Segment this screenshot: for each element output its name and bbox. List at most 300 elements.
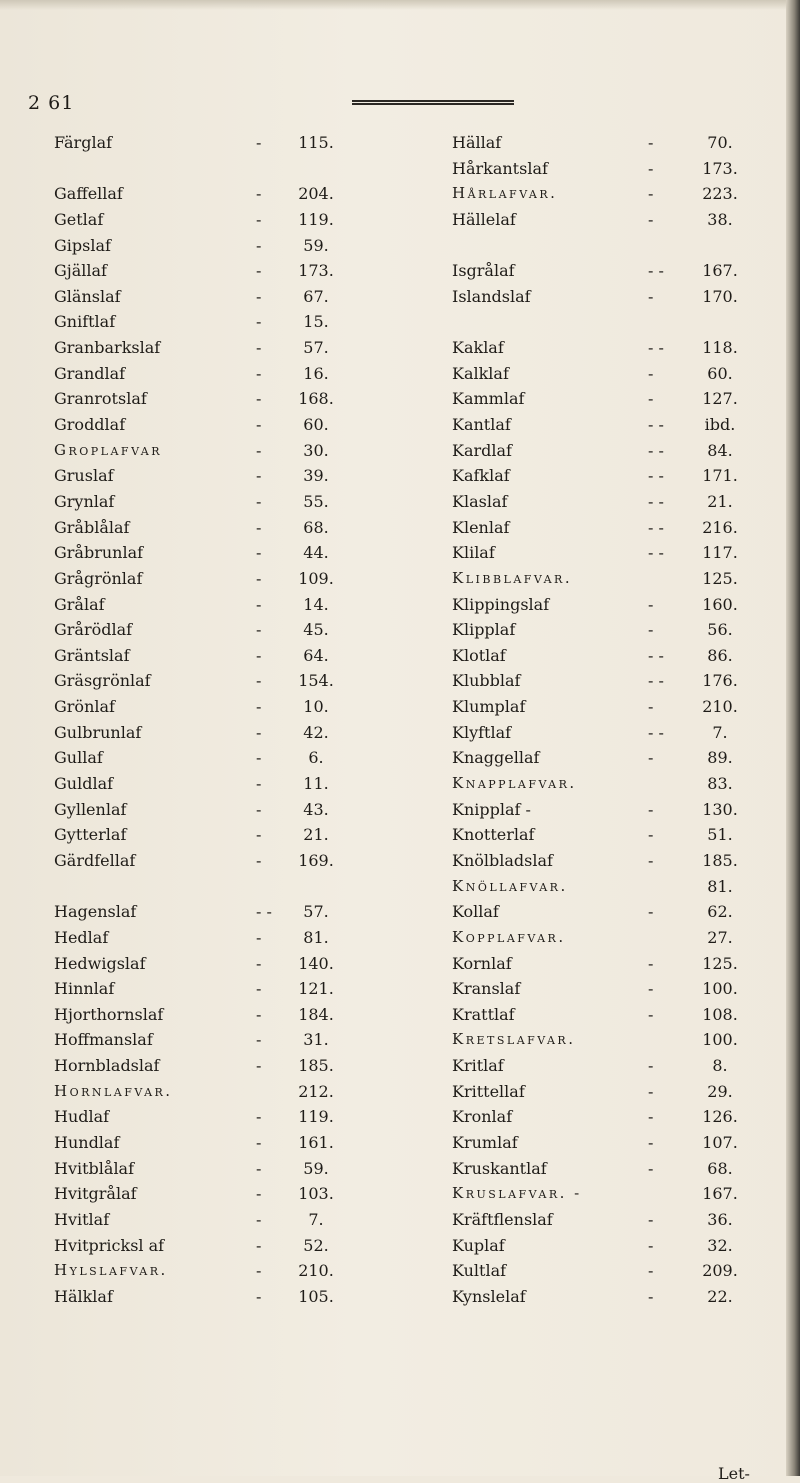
entry-name: Hårkantslaf bbox=[452, 158, 548, 178]
entry-name: Hundlaf bbox=[54, 1132, 120, 1152]
index-entry bbox=[54, 515, 392, 541]
entry-page-number: 125. bbox=[702, 568, 738, 588]
entry-name: Gråblålaf bbox=[54, 517, 130, 537]
entry-name: Hjorthornslaf bbox=[54, 1004, 164, 1024]
entry-page-number: 119. bbox=[298, 1107, 334, 1127]
index-entry bbox=[452, 1156, 770, 1182]
entry-name: Kaklaf bbox=[452, 338, 504, 358]
index-entry bbox=[452, 207, 770, 233]
entry-dash: - bbox=[648, 1107, 654, 1127]
index-entry bbox=[452, 822, 770, 848]
entry-page-number: 173. bbox=[298, 261, 334, 281]
entry-dash: - bbox=[256, 1235, 262, 1255]
entry-page-number: 60. bbox=[303, 415, 329, 435]
index-entry bbox=[452, 386, 770, 412]
entry-dash: - bbox=[256, 825, 262, 845]
entry-page-number: 22. bbox=[707, 1286, 733, 1306]
entry-dash: - bbox=[256, 722, 262, 742]
entry-dash: - bbox=[648, 902, 654, 922]
entry-name: Gyllenlaf bbox=[54, 799, 127, 819]
entry-name: Kretslafvar. bbox=[452, 1030, 576, 1049]
entry-name: Hällelaf bbox=[452, 209, 516, 229]
entry-page-number: 36. bbox=[707, 1209, 733, 1229]
entry-dash: - bbox=[648, 1158, 654, 1178]
entry-name: Gjällaf bbox=[54, 261, 107, 281]
index-entry bbox=[54, 386, 392, 412]
entry-page-number: 121. bbox=[298, 979, 334, 999]
entry-dash: - bbox=[256, 1158, 262, 1178]
entry-name: Gärdfellaf bbox=[54, 850, 136, 870]
entry-page-number: 81. bbox=[707, 876, 733, 896]
entry-page-number: 84. bbox=[707, 440, 733, 460]
entry-name: Hårlafvar. bbox=[452, 184, 558, 203]
index-entry bbox=[452, 1027, 770, 1053]
index-entry bbox=[54, 1156, 392, 1182]
entry-name: Kronlaf bbox=[452, 1107, 513, 1127]
entry-dash: - bbox=[648, 158, 654, 178]
index-entry bbox=[54, 592, 392, 618]
index-entry bbox=[54, 951, 392, 977]
entry-dash: - bbox=[648, 1004, 654, 1024]
entry-page-number: 14. bbox=[303, 594, 329, 614]
index-entry bbox=[452, 515, 770, 541]
index-entry bbox=[452, 361, 770, 387]
entry-dash: - bbox=[256, 261, 262, 281]
entry-page-number: 42. bbox=[303, 722, 329, 742]
entry-name: Färglaf bbox=[54, 133, 113, 152]
entry-page-number: 161. bbox=[298, 1132, 334, 1152]
entry-dash: - bbox=[256, 466, 262, 486]
entry-name: Knapplafvar. bbox=[452, 774, 577, 793]
entry-name: Gipslaf bbox=[54, 235, 111, 255]
index-entry bbox=[452, 592, 770, 618]
entry-page-number: 60. bbox=[707, 363, 733, 383]
entry-name: Klibblafvar. bbox=[452, 568, 573, 587]
entry-dash: - bbox=[648, 1261, 654, 1281]
entry-name: Grynlaf bbox=[54, 491, 115, 511]
entry-name: Hinnlaf bbox=[54, 979, 115, 999]
index-entry bbox=[54, 540, 392, 566]
entry-page-number: 185. bbox=[702, 850, 738, 870]
entry-dash: - bbox=[648, 825, 654, 845]
entry-page-number: 176. bbox=[702, 671, 738, 691]
entry-page-number: 204. bbox=[298, 184, 334, 204]
index-entry bbox=[452, 566, 770, 592]
entry-name: Hedwigslaf bbox=[54, 953, 146, 973]
entry-dash: - bbox=[256, 1286, 262, 1306]
entry-name: Kantlaf bbox=[452, 415, 511, 435]
entry-dash: - bbox=[256, 620, 262, 640]
entry-dash: - bbox=[648, 133, 654, 152]
entry-dash: - bbox=[648, 1132, 654, 1152]
entry-name: Kranslaf bbox=[452, 979, 521, 999]
entry-dash: - - bbox=[648, 722, 664, 742]
entry-dash: - bbox=[648, 1209, 654, 1229]
entry-dash: - bbox=[648, 697, 654, 717]
entry-name: Hornlafvar. bbox=[54, 1081, 173, 1100]
entry-dash: - bbox=[256, 1004, 262, 1024]
index-entry bbox=[54, 720, 392, 746]
entry-dash: - bbox=[256, 1132, 262, 1152]
entry-name: Granrotslaf bbox=[54, 389, 147, 409]
index-entry bbox=[54, 489, 392, 515]
index-entry bbox=[54, 130, 392, 156]
index-entry bbox=[452, 233, 770, 259]
entry-name: Kardlaf bbox=[452, 440, 512, 460]
index-entry bbox=[452, 720, 770, 746]
entry-page-number: 30. bbox=[303, 440, 329, 460]
entry-name: Grönlaf bbox=[54, 697, 115, 717]
entry-name: Kynslelaf bbox=[452, 1286, 526, 1306]
entry-page-number: 57. bbox=[303, 902, 329, 922]
entry-name: Gullaf bbox=[54, 748, 103, 768]
entry-name: Krittellaf bbox=[452, 1081, 525, 1101]
entry-dash: - bbox=[256, 799, 262, 819]
entry-dash: - bbox=[256, 491, 262, 511]
entry-name: Hvitpricksl af bbox=[54, 1235, 165, 1255]
entry-dash: - bbox=[256, 1184, 262, 1204]
entry-name: Klaslaf bbox=[452, 491, 508, 511]
entry-name: Gräntslaf bbox=[54, 645, 130, 665]
entry-name: Kafklaf bbox=[452, 466, 510, 486]
entry-dash: - bbox=[256, 850, 262, 870]
entry-page-number: 89. bbox=[707, 748, 733, 768]
index-entry bbox=[452, 951, 770, 977]
entry-page-number: 11. bbox=[303, 774, 329, 794]
entry-page-number: 171. bbox=[702, 466, 738, 486]
entry-page-number: 8. bbox=[712, 1056, 728, 1076]
entry-dash: - - bbox=[648, 671, 664, 691]
entry-dash: - bbox=[256, 286, 262, 306]
entry-name: Hedlaf bbox=[54, 927, 109, 947]
entry-page-number: 117. bbox=[702, 543, 738, 563]
index-entry bbox=[54, 1027, 392, 1053]
entry-name: Hällaf bbox=[452, 133, 502, 152]
entry-name: Hudlaf bbox=[54, 1107, 110, 1127]
index-entry bbox=[54, 1053, 392, 1079]
entry-dash: - bbox=[256, 209, 262, 229]
entry-page-number: 167. bbox=[702, 1184, 738, 1204]
entry-page-number: 100. bbox=[702, 979, 738, 999]
index-entry bbox=[54, 771, 392, 797]
entry-dash: - bbox=[256, 671, 262, 691]
entry-dash: - bbox=[648, 1056, 654, 1076]
index-entry bbox=[452, 771, 770, 797]
entry-page-number: 51. bbox=[707, 825, 733, 845]
entry-dash: - - bbox=[648, 415, 664, 435]
entry-page-number: 68. bbox=[303, 517, 329, 537]
page-edge bbox=[786, 0, 800, 1476]
index-entry bbox=[54, 874, 392, 900]
index-entry bbox=[452, 284, 770, 310]
entry-page-number: 43. bbox=[303, 799, 329, 819]
entry-dash: - bbox=[648, 363, 654, 383]
entry-page-number: 125. bbox=[702, 953, 738, 973]
entry-name: Hvitlaf bbox=[54, 1209, 110, 1229]
index-entry bbox=[54, 899, 392, 925]
entry-dash: - - bbox=[648, 338, 664, 358]
entry-name: Klubblaf bbox=[452, 671, 521, 691]
entry-name: Gytterlaf bbox=[54, 825, 127, 845]
entry-name: Kammlaf bbox=[452, 389, 525, 409]
entry-dash: - - bbox=[648, 645, 664, 665]
entry-page-number: 212. bbox=[298, 1081, 334, 1101]
entry-page-number: 105. bbox=[298, 1286, 334, 1306]
entry-dash: - bbox=[256, 568, 262, 588]
entry-name: Kritlaf bbox=[452, 1056, 504, 1076]
entry-name: Klotlaf bbox=[452, 645, 506, 665]
index-entry bbox=[452, 1079, 770, 1105]
entry-dash: - bbox=[256, 312, 262, 332]
entry-page-number: 57. bbox=[303, 338, 329, 358]
index-entry bbox=[54, 848, 392, 874]
entry-dash: - bbox=[648, 1235, 654, 1255]
index-entry bbox=[54, 335, 392, 361]
entry-page-number: 62. bbox=[707, 902, 733, 922]
page-number: 2 61 bbox=[28, 92, 75, 114]
index-entry bbox=[54, 694, 392, 720]
entry-page-number: 103. bbox=[298, 1184, 334, 1204]
entry-page-number: 185. bbox=[298, 1056, 334, 1076]
entry-dash: - bbox=[256, 594, 262, 614]
entry-name: Gräsgrönlaf bbox=[54, 671, 151, 691]
entry-name: Gruslaf bbox=[54, 466, 114, 486]
entry-dash: - bbox=[256, 235, 262, 255]
entry-dash: - bbox=[648, 1286, 654, 1306]
index-entry bbox=[452, 1207, 770, 1233]
entry-name: Gaffellaf bbox=[54, 184, 123, 204]
index-entry bbox=[54, 233, 392, 259]
entry-dash: - bbox=[648, 1081, 654, 1101]
entry-page-number: 59. bbox=[303, 235, 329, 255]
entry-dash: - - bbox=[648, 261, 664, 281]
index-entry bbox=[452, 1284, 770, 1310]
entry-dash: - bbox=[256, 748, 262, 768]
entry-page-number: 107. bbox=[702, 1132, 738, 1152]
entry-page-number: 45. bbox=[303, 620, 329, 640]
entry-dash: - bbox=[256, 440, 262, 460]
entry-page-number: 167. bbox=[702, 261, 738, 281]
entry-page-number: 6. bbox=[308, 748, 324, 768]
entry-page-number: 209. bbox=[702, 1261, 738, 1281]
index-entry bbox=[452, 1053, 770, 1079]
entry-page-number: 119. bbox=[298, 209, 334, 229]
entry-name: Hoffmanslaf bbox=[54, 1030, 153, 1050]
entry-dash: - bbox=[256, 1261, 262, 1281]
index-entry bbox=[54, 1002, 392, 1028]
entry-name: Islandslaf bbox=[452, 286, 531, 306]
entry-page-number: 70. bbox=[707, 133, 733, 152]
entry-name: Knölbladslaf bbox=[452, 850, 553, 870]
entry-page-number: 109. bbox=[298, 568, 334, 588]
entry-dash: - bbox=[648, 799, 654, 819]
index-entry bbox=[54, 797, 392, 823]
entry-page-number: 223. bbox=[702, 184, 738, 204]
index-entry bbox=[54, 438, 392, 464]
entry-name: Grågrönlaf bbox=[54, 568, 143, 588]
entry-name: Getlaf bbox=[54, 209, 104, 229]
entry-name: Groddlaf bbox=[54, 415, 126, 435]
entry-name: Grårödlaf bbox=[54, 620, 133, 640]
entry-page-number: 55. bbox=[303, 491, 329, 511]
index-entry bbox=[452, 976, 770, 1002]
index-entry bbox=[452, 694, 770, 720]
index-entry bbox=[54, 156, 392, 182]
entry-dash: - bbox=[648, 286, 654, 306]
index-entry bbox=[452, 899, 770, 925]
index-entry bbox=[54, 181, 392, 207]
entry-dash: - bbox=[256, 774, 262, 794]
index-entry bbox=[54, 1104, 392, 1130]
index-entry bbox=[54, 463, 392, 489]
index-entry bbox=[54, 1233, 392, 1259]
entry-page-number: 100. bbox=[702, 1030, 738, 1050]
index-entry bbox=[54, 207, 392, 233]
entry-page-number: 52. bbox=[303, 1235, 329, 1255]
entry-page-number: 7. bbox=[308, 1209, 324, 1229]
index-entry bbox=[452, 438, 770, 464]
index-entry bbox=[452, 1233, 770, 1259]
entry-name: Isgrålaf bbox=[452, 261, 515, 281]
entry-name: Kruskantlaf bbox=[452, 1158, 547, 1178]
entry-dash: - bbox=[256, 133, 262, 152]
entry-page-number: 170. bbox=[702, 286, 738, 306]
entry-page-number: 15. bbox=[303, 312, 329, 332]
entry-name: Krumlaf bbox=[452, 1132, 518, 1152]
entry-name: Knöllafvar. bbox=[452, 876, 568, 895]
entry-dash: - bbox=[648, 594, 654, 614]
entry-name: Hylslafvar. bbox=[54, 1261, 168, 1280]
entry-page-number: 38. bbox=[707, 209, 733, 229]
entry-dash: - - bbox=[648, 517, 664, 537]
index-entry bbox=[452, 797, 770, 823]
index-entry bbox=[452, 925, 770, 951]
entry-page-number: 68. bbox=[707, 1158, 733, 1178]
index-entry bbox=[452, 156, 770, 182]
index-entry bbox=[452, 309, 770, 335]
entry-page-number: 118. bbox=[702, 338, 738, 358]
index-entry bbox=[54, 745, 392, 771]
entry-dash: - bbox=[256, 979, 262, 999]
index-entry bbox=[452, 848, 770, 874]
entry-dash: - bbox=[648, 184, 654, 204]
entry-page-number: 39. bbox=[303, 466, 329, 486]
entry-page-number: ibd. bbox=[704, 415, 736, 435]
entry-page-number: 86. bbox=[707, 645, 733, 665]
entry-page-number: 210. bbox=[702, 697, 738, 717]
entry-name: Guldlaf bbox=[54, 774, 114, 794]
entry-name: Klyftlaf bbox=[452, 722, 512, 742]
entry-dash: - bbox=[256, 1209, 262, 1229]
entry-dash: - - bbox=[648, 543, 664, 563]
entry-dash: - bbox=[256, 1056, 262, 1076]
entry-name: Kultlaf bbox=[452, 1261, 507, 1281]
index-entry bbox=[54, 1258, 392, 1284]
entry-dash: - bbox=[256, 338, 262, 358]
entry-name: Krattlaf bbox=[452, 1004, 515, 1024]
index-entry bbox=[54, 617, 392, 643]
entry-page-number: 184. bbox=[298, 1004, 334, 1024]
index-entry bbox=[54, 284, 392, 310]
entry-dash: - bbox=[648, 389, 654, 409]
index-entry bbox=[54, 1207, 392, 1233]
entry-name: Kalklaf bbox=[452, 363, 509, 383]
entry-name: Kornlaf bbox=[452, 953, 512, 973]
entry-dash: - bbox=[256, 953, 262, 973]
entry-dash: - bbox=[648, 209, 654, 229]
entry-page-number: 27. bbox=[707, 927, 733, 947]
entry-name: Knaggellaf bbox=[452, 748, 540, 768]
entry-dash: - - bbox=[256, 902, 272, 922]
entry-name: Kollaf bbox=[452, 902, 499, 922]
index-entry bbox=[54, 1284, 392, 1310]
entry-page-number: 67. bbox=[303, 286, 329, 306]
entry-page-number: 10. bbox=[303, 697, 329, 717]
entry-page-number: 126. bbox=[702, 1107, 738, 1127]
entry-page-number: 115. bbox=[298, 133, 334, 152]
entry-name: Klumplaf bbox=[452, 697, 526, 717]
index-entry bbox=[452, 1104, 770, 1130]
index-entry bbox=[54, 1130, 392, 1156]
index-entry bbox=[452, 463, 770, 489]
index-entry bbox=[452, 617, 770, 643]
entry-dash: - bbox=[256, 1030, 262, 1050]
entry-name: Klippingslaf bbox=[452, 594, 550, 614]
entry-dash: - bbox=[256, 927, 262, 947]
entry-dash: - bbox=[256, 543, 262, 563]
entry-name: Hagenslaf bbox=[54, 902, 137, 922]
index-entry bbox=[452, 745, 770, 771]
entry-page-number: 130. bbox=[702, 799, 738, 819]
entry-name: Kuplaf bbox=[452, 1235, 505, 1255]
entry-dash: - bbox=[256, 363, 262, 383]
entry-dash: - bbox=[256, 184, 262, 204]
right-column bbox=[452, 130, 770, 1309]
entry-page-number: 173. bbox=[702, 158, 738, 178]
entry-name: Klenlaf bbox=[452, 517, 510, 537]
catchword: Let- bbox=[718, 1464, 750, 1483]
entry-name: Knipplaf - bbox=[452, 799, 531, 819]
entry-page-number: 168. bbox=[298, 389, 334, 409]
left-column bbox=[54, 130, 392, 1309]
entry-page-number: 16. bbox=[303, 363, 329, 383]
entry-page-number: 108. bbox=[702, 1004, 738, 1024]
entry-name: Kruslafvar. - bbox=[452, 1184, 582, 1203]
entry-dash: - bbox=[256, 697, 262, 717]
entry-page-number: 210. bbox=[298, 1261, 334, 1281]
entry-page-number: 81. bbox=[303, 927, 329, 947]
entry-name: Grandlaf bbox=[54, 363, 126, 383]
entry-page-number: 29. bbox=[707, 1081, 733, 1101]
entry-name: Hvitgrålaf bbox=[54, 1184, 137, 1204]
entry-dash: - bbox=[256, 517, 262, 537]
index-entry bbox=[54, 1181, 392, 1207]
index-entry bbox=[54, 668, 392, 694]
entry-dash: - bbox=[256, 1107, 262, 1127]
entry-name: Glänslaf bbox=[54, 286, 121, 306]
index-entry bbox=[452, 1002, 770, 1028]
header-rule bbox=[352, 100, 514, 105]
index-entry bbox=[452, 1130, 770, 1156]
index-entry bbox=[54, 822, 392, 848]
entry-page-number: 59. bbox=[303, 1158, 329, 1178]
index-entry bbox=[452, 258, 770, 284]
entry-dash: - - bbox=[648, 466, 664, 486]
index-entry bbox=[54, 309, 392, 335]
entry-dash: - - bbox=[648, 491, 664, 511]
entry-page-number: 216. bbox=[702, 517, 738, 537]
entry-name: Klilaf bbox=[452, 543, 495, 563]
